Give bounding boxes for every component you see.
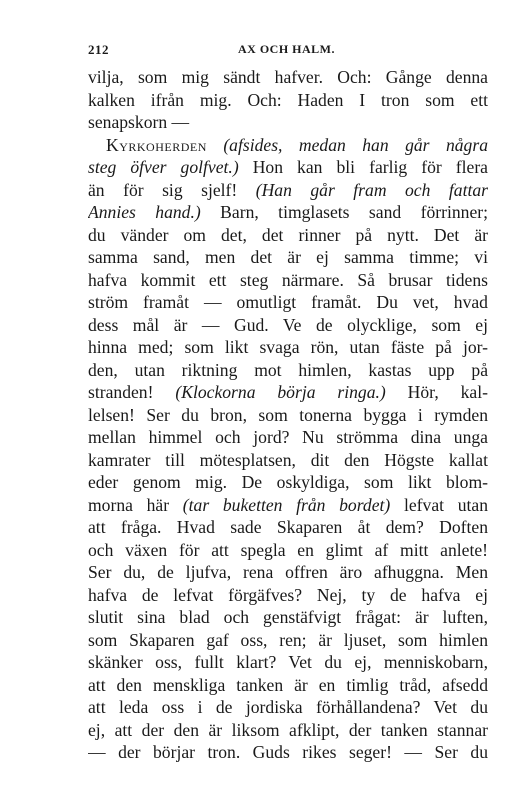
- text-line: [88, 449, 488, 472]
- text-line: [88, 674, 488, 697]
- text-line: [88, 359, 488, 382]
- text-line: [88, 89, 488, 112]
- text-line: [88, 201, 488, 224]
- text-line: [88, 179, 488, 202]
- line-text: kalken ifrån mig. Och: Haden I tron som ett: [88, 89, 488, 110]
- text-line: [88, 269, 488, 292]
- text-line: [88, 381, 488, 404]
- stage-direction: (tar buketten från bordet): [182, 494, 391, 515]
- speaker-name: Kyrkoherden: [106, 134, 207, 155]
- line-text: dess mål är — Gud. Ve de olycklige, som ej: [88, 314, 488, 335]
- text-line: [88, 314, 488, 337]
- line-text: och växen för att spegla en glimt af mitt anlete!: [88, 539, 488, 560]
- line-text: hafva kommit ett steg närmare. Så brusar tidens: [88, 269, 488, 290]
- stage-direction: (Klockorna börja ringa.): [175, 382, 386, 402]
- line-text: som Skaparen gaf oss, ren; är ljuset, som himlen: [88, 629, 488, 650]
- text-line: [88, 606, 488, 629]
- text-line: [88, 629, 488, 652]
- page-number: 212: [88, 42, 109, 57]
- text-line: [88, 696, 488, 719]
- line-text: Barn, timglasets sand förrinner;: [220, 202, 488, 222]
- stage-direction: (Han går fram och fattar: [255, 179, 488, 200]
- stage-direction: (afsides, medan han går några: [223, 134, 488, 155]
- line-text: ej, att der den är liksom afklipt, der tanken stannar: [88, 719, 488, 740]
- text-line: [88, 404, 488, 427]
- line-text: lefvat utan: [403, 494, 488, 515]
- text-line: [88, 66, 488, 89]
- line-text: Du vet, hvad: [376, 292, 488, 312]
- line-text: stranden!: [88, 382, 154, 402]
- stage-direction: steg öfver golfvet.): [88, 157, 239, 177]
- line-text: lelsen! Ser du bron, som tonerna bygga i rymden: [88, 404, 488, 425]
- line-text: senapskorn —: [88, 112, 190, 132]
- text-line: [88, 471, 488, 494]
- line-text: att den menskliga tanken är en timlig tråd, afsedd: [88, 674, 488, 695]
- line-text: att fråga. Hvad sade Skaparen åt dem? Doften: [88, 517, 488, 537]
- line-text: mellan himmel och jord? Nu strömma dina unga: [88, 427, 488, 447]
- text-line: [88, 246, 488, 269]
- line-text: skänker oss, fullt klart? Vet du ej, menniskobarn,: [88, 652, 488, 672]
- line-text: hinna med; som likt svaga rön, utan fäste på jor-: [88, 337, 488, 357]
- line-text: eder genom mig. De oskyldiga, som likt blom-: [88, 472, 488, 492]
- text-line: [88, 561, 488, 584]
- line-text: att leda oss i de jordiska förhållandena? Vet du: [88, 697, 488, 717]
- text-line: [88, 224, 488, 247]
- line-text: vilja, som mig sändt hafver. Och: Gånge denna: [88, 67, 488, 87]
- line-text: ström framåt — omutligt framåt.: [88, 292, 362, 312]
- text-line: [88, 156, 488, 179]
- body-text: [88, 66, 488, 764]
- text-line: [88, 494, 488, 517]
- text-line: [88, 516, 488, 539]
- text-line: [88, 719, 488, 742]
- book-title: AX OCH HALM.: [238, 42, 335, 56]
- line-text: morna här: [88, 494, 170, 515]
- text-line: [88, 584, 488, 607]
- line-text: slutit sina blad och genstäfvigt frågat: är luften,: [88, 607, 488, 627]
- line-text: kamrater till mötesplatsen, dit den Högste kallat: [88, 449, 488, 470]
- text-line: [88, 291, 488, 314]
- text-line: [88, 741, 488, 764]
- text-line: [88, 426, 488, 449]
- stage-direction: Annies hand.): [88, 202, 201, 222]
- text-line: [88, 134, 488, 157]
- line-text: Hör, kal-: [407, 382, 488, 402]
- text-line: [88, 111, 488, 134]
- line-text: Ser du, de ljufva, rena offren äro afhuggna. Men: [88, 562, 488, 582]
- line-text: den, utan riktning mot himlen, kastas upp på: [88, 359, 488, 380]
- text-line: [88, 336, 488, 359]
- text-line: [88, 651, 488, 674]
- line-text: — der börjar tron. Guds rikes seger! — Ser du: [88, 742, 488, 762]
- running-head: [88, 42, 488, 60]
- text-line: [88, 539, 488, 562]
- line-text: du vänder om det, det rinner på nytt. Det är: [88, 224, 488, 245]
- line-text: samma sand, men det är ej samma timme; vi: [88, 247, 488, 267]
- line-text: än för sig sjelf!: [88, 179, 238, 200]
- line-text: hafva de lefvat förgäfves? Nej, ty de hafva ej: [88, 584, 488, 605]
- line-text: Hon kan bli farlig för flera: [252, 157, 488, 177]
